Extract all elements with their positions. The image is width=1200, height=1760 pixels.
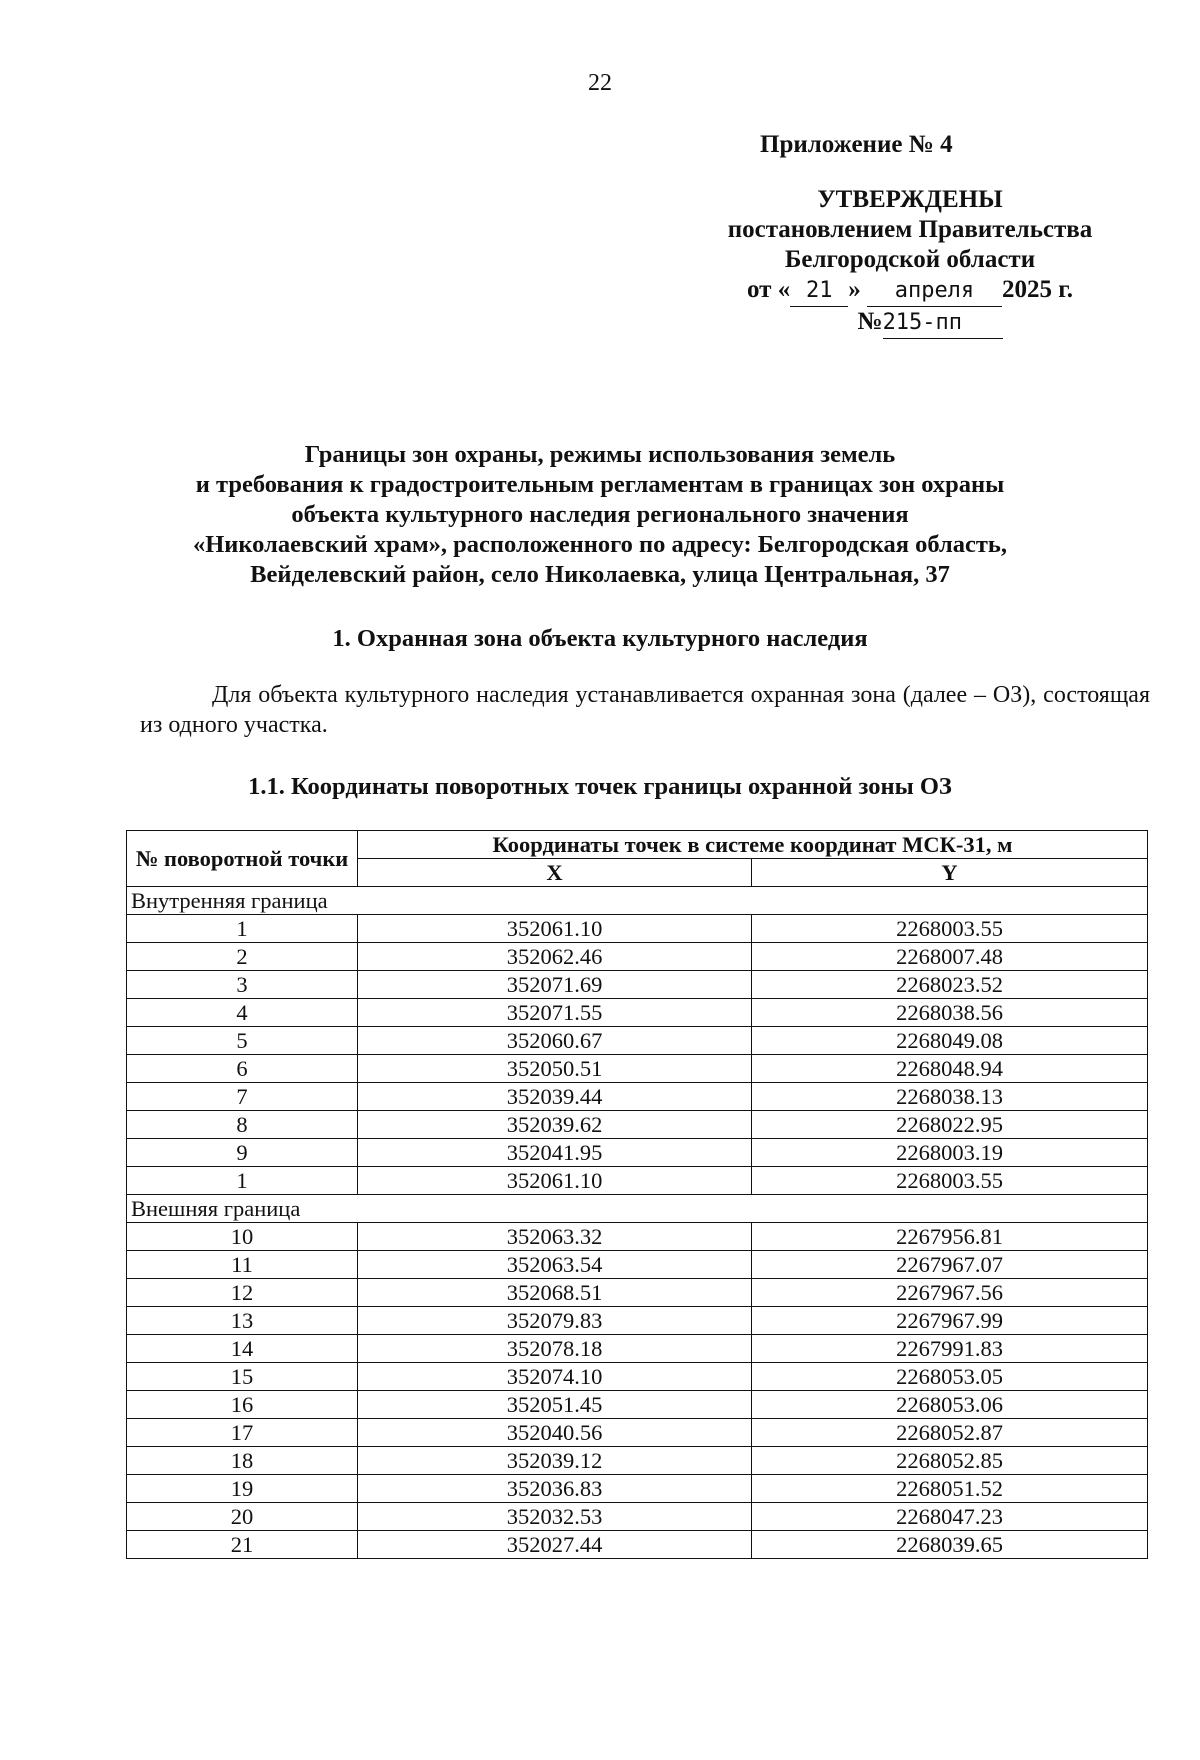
body-paragraph: Для объекта культурного наследия устанавливается охранная зона (далее – ОЗ), состоящая из одного участка.: [140, 682, 1150, 738]
date-prefix: от «: [747, 276, 791, 303]
point-number-cell: 20: [127, 1503, 358, 1531]
y-coordinate-cell: 2268052.87: [752, 1419, 1148, 1447]
group-row: [127, 1195, 1148, 1223]
y-coordinate-cell: 2268039.65: [752, 1531, 1148, 1559]
table-row: [127, 1335, 1148, 1363]
number-prefix: №: [857, 308, 883, 335]
point-number-cell: 2: [127, 943, 358, 971]
y-coordinate-cell: 2267967.07: [752, 1251, 1148, 1279]
x-coordinate-cell: 352032.53: [358, 1503, 752, 1531]
point-number-cell: 8: [127, 1111, 358, 1139]
date-day: 21: [805, 278, 833, 303]
decree-number: 215-пп: [882, 310, 963, 335]
y-coordinate-cell: 2268047.23: [752, 1503, 1148, 1531]
y-coordinate-cell: 2268007.48: [752, 943, 1148, 971]
table-row: [127, 971, 1148, 999]
y-coordinate-cell: 2268022.95: [752, 1111, 1148, 1139]
x-coordinate-cell: 352039.62: [358, 1111, 752, 1139]
point-number-cell: 1: [127, 915, 358, 943]
group-row: [127, 887, 1148, 915]
date-month: апреля: [894, 278, 975, 303]
table-row: [127, 1251, 1148, 1279]
point-number-cell: 1: [127, 1167, 358, 1195]
x-coordinate-cell: 352036.83: [358, 1475, 752, 1503]
x-coordinate-cell: 352063.32: [358, 1223, 752, 1251]
title-line: Вейделевский район, село Николаевка, улица Центральная, 37: [250, 561, 950, 588]
y-coordinate-cell: 2268053.06: [752, 1391, 1148, 1419]
table-row: [127, 999, 1148, 1027]
table-row: [127, 1139, 1148, 1167]
document-title: [90, 440, 1110, 590]
x-coordinate-cell: 352061.10: [358, 915, 752, 943]
y-coordinate-cell: 2268038.13: [752, 1083, 1148, 1111]
title-line: и требования к градостроительным регламентам в границах зон охраны: [195, 471, 1005, 498]
header-x: X: [358, 859, 752, 887]
title-line: объекта культурного наследия регионального значения: [291, 501, 909, 528]
table-row: [127, 1503, 1148, 1531]
table-row: [127, 1475, 1148, 1503]
y-coordinate-cell: 2268052.85: [752, 1447, 1148, 1475]
point-number-cell: 18: [127, 1447, 358, 1475]
y-coordinate-cell: 2267956.81: [752, 1223, 1148, 1251]
table-row: [127, 1363, 1148, 1391]
point-number-cell: 12: [127, 1279, 358, 1307]
date-year: 2025 г.: [1001, 276, 1073, 303]
table-row: [127, 1223, 1148, 1251]
point-number-cell: 4: [127, 999, 358, 1027]
y-coordinate-cell: 2268003.55: [752, 1167, 1148, 1195]
y-coordinate-cell: 2268049.08: [752, 1027, 1148, 1055]
x-coordinate-cell: 352074.10: [358, 1363, 752, 1391]
point-number-cell: 6: [127, 1055, 358, 1083]
y-coordinate-cell: 2267991.83: [752, 1335, 1148, 1363]
y-coordinate-cell: 2268048.94: [752, 1055, 1148, 1083]
section-title: 1. Охранная зона объекта культурного наследия: [332, 625, 868, 652]
x-coordinate-cell: 352040.56: [358, 1419, 752, 1447]
coordinates-table: [126, 830, 1148, 1559]
x-coordinate-cell: 352063.54: [358, 1251, 752, 1279]
point-number-cell: 11: [127, 1251, 358, 1279]
header-point-number: № поворотной точки: [127, 831, 358, 887]
table-row: [127, 1391, 1148, 1419]
table-row: [127, 1055, 1148, 1083]
table-row: [127, 1531, 1148, 1559]
x-coordinate-cell: 352062.46: [358, 943, 752, 971]
y-coordinate-cell: 2268051.52: [752, 1475, 1148, 1503]
point-number-cell: 14: [127, 1335, 358, 1363]
x-coordinate-cell: 352060.67: [358, 1027, 752, 1055]
title-line: Границы зон охраны, режимы использования земель: [304, 441, 896, 468]
group-label: Внутренняя граница: [127, 887, 1148, 915]
table-row: [127, 915, 1148, 943]
subsection-title: 1.1. Координаты поворотных точек границы охранной зоны ОЗ: [248, 773, 952, 800]
header-coordinates: Координаты точек в системе координат МСК-31, м: [358, 831, 1148, 859]
table-row: [127, 1083, 1148, 1111]
x-coordinate-cell: 352079.83: [358, 1307, 752, 1335]
point-number-cell: 19: [127, 1475, 358, 1503]
y-coordinate-cell: 2268003.19: [752, 1139, 1148, 1167]
approval-block: [640, 130, 1180, 339]
point-number-cell: 10: [127, 1223, 358, 1251]
table-row: [127, 1307, 1148, 1335]
approval-number: [680, 307, 1180, 339]
x-coordinate-cell: 352039.44: [358, 1083, 752, 1111]
y-coordinate-cell: 2268038.56: [752, 999, 1148, 1027]
point-number-cell: 16: [127, 1391, 358, 1419]
table-row: [127, 1027, 1148, 1055]
group-label: Внешняя граница: [127, 1195, 1148, 1223]
point-number-cell: 5: [127, 1027, 358, 1055]
x-coordinate-cell: 352051.45: [358, 1391, 752, 1419]
table-row: [127, 943, 1148, 971]
y-coordinate-cell: 2268023.52: [752, 971, 1148, 999]
x-coordinate-cell: 352050.51: [358, 1055, 752, 1083]
table-row: [127, 1419, 1148, 1447]
date-mid: »: [848, 276, 861, 303]
table-row: [127, 1447, 1148, 1475]
table-row: [127, 1167, 1148, 1195]
point-number-cell: 17: [127, 1419, 358, 1447]
x-coordinate-cell: 352039.12: [358, 1447, 752, 1475]
point-number-cell: 3: [127, 971, 358, 999]
y-coordinate-cell: 2268053.05: [752, 1363, 1148, 1391]
approval-date: [640, 275, 1180, 307]
page-number: 22: [588, 70, 612, 96]
approved-heading: УТВЕРЖДЕНЫ: [817, 186, 1003, 213]
point-number-cell: 9: [127, 1139, 358, 1167]
approval-line-2: Белгородской области: [784, 246, 1036, 273]
title-line: «Николаевский храм», расположенного по адресу: Белгородская область,: [192, 531, 1008, 558]
annex-label: Приложение № 4: [760, 131, 953, 158]
y-coordinate-cell: 2267967.99: [752, 1307, 1148, 1335]
x-coordinate-cell: 352061.10: [358, 1167, 752, 1195]
x-coordinate-cell: 352027.44: [358, 1531, 752, 1559]
point-number-cell: 7: [127, 1083, 358, 1111]
point-number-cell: 15: [127, 1363, 358, 1391]
x-coordinate-cell: 352071.55: [358, 999, 752, 1027]
approval-line-1: постановлением Правительства: [727, 216, 1093, 243]
coordinates-body: [127, 887, 1148, 1559]
x-coordinate-cell: 352078.18: [358, 1335, 752, 1363]
header-y: Y: [752, 859, 1148, 887]
y-coordinate-cell: 2268003.55: [752, 915, 1148, 943]
point-number-cell: 13: [127, 1307, 358, 1335]
table-row: [127, 1279, 1148, 1307]
table-row: [127, 1111, 1148, 1139]
x-coordinate-cell: 352071.69: [358, 971, 752, 999]
point-number-cell: 21: [127, 1531, 358, 1559]
y-coordinate-cell: 2267967.56: [752, 1279, 1148, 1307]
x-coordinate-cell: 352068.51: [358, 1279, 752, 1307]
x-coordinate-cell: 352041.95: [358, 1139, 752, 1167]
